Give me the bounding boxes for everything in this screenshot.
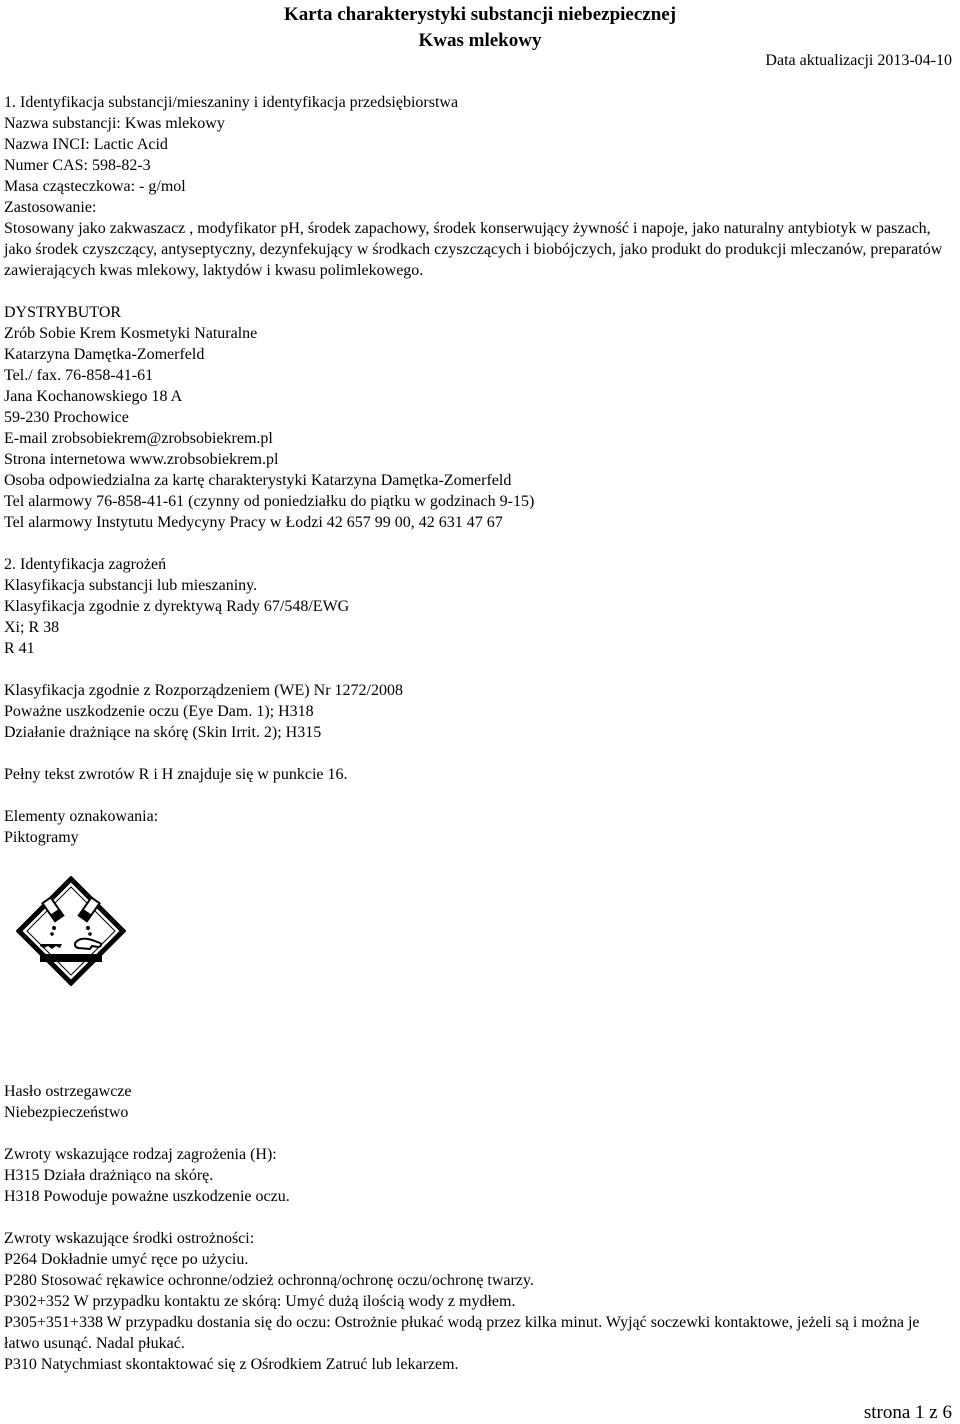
precautionary-statements-label: Zwroty wskazujące środki ostrożności: [4,1230,255,1247]
full-text-note: Pełny tekst zwrotów R i H znajduje się w punkcie 16. [4,766,348,783]
page-number: strona 1 z 6 [863,1402,952,1423]
section-2 [4,554,944,1375]
classification-eye-dam: Poważne uszkodzenie oczu (Eye Dam. 1); H318 [4,703,314,720]
distributor-phone: Tel./ fax. 76-858-41-61 [4,367,154,384]
emergency-phone: Tel alarmowy 76-858-41-61 (czynny od poniedziałku do piątku w godzinach 9-15) [4,493,535,510]
inci-name: Nazwa INCI: Lactic Acid [4,136,168,153]
responsible-person: Osoba odpowiedzialna za kartę charakterystyki Katarzyna Damętka-Zomerfeld [4,472,512,489]
usage-text: Stosowany jako zakwaszacz , modyfikator pH, środek zapachowy, środek konserwujący żywność i napoje, jako naturalny antybiotyk w paszach, jako środek czyszczący, antyseptyczny, dezynfekujący w środkach czyszczących i biobójczych, jako produkt do produkcji mleczanów, preparatów zawierających kwas mlekowy, laktydów i kwasu polimlekowego. [4,220,943,279]
pictograms-label: Piktogramy [4,829,79,846]
distributor-heading: DYSTRYBUTOR [4,304,122,321]
distributor-email: E-mail zrobsobiekrem@zrobsobiekrem.pl [4,430,273,447]
title-line-2: Kwas mlekowy [418,30,542,51]
distributor-street: Jana Kochanowskiego 18 A [4,388,183,405]
hazard-statements-label: Zwroty wskazujące rodzaj zagrożenia (H): [4,1146,277,1163]
corrosion-pictogram-icon [16,876,126,986]
distributor-owner: Katarzyna Damętka-Zomerfeld [4,346,205,363]
r-phrase-38: Xi; R 38 [4,619,60,636]
hazard-h315: H315 Działa drażniąco na skórę. [4,1167,214,1184]
signal-word: Niebezpieczeństwo [4,1104,129,1121]
precaution-p310: P310 Natychmiast skontaktować się z Ośrodkiem Zatruć lub lekarzem. [4,1356,459,1373]
document-body [4,92,944,1375]
usage-label: Zastosowanie: [4,199,97,216]
section-1-heading: 1. Identyfikacja substancji/mieszaniny i identyfikacja przedsiębiorstwa [4,94,459,111]
precaution-p302-352: P302+352 W przypadku kontaktu ze skórą: Umyć dużą ilością wody z mydłem. [4,1293,516,1310]
document-title [200,2,760,54]
precaution-p305-351-338: P305+351+338 W przypadku dostania się do oczu: Ostrożnie płukać wodą przez kilka minut. Wyjąć soczewki kontaktowe, jeżeli są i można je łatwo usunąć. Nadal płukać. [4,1314,920,1352]
title-line-1: Karta charakterystyki substancji niebezpiecznej [283,4,677,25]
molar-mass: Masa cząsteczkowa: - g/mol [4,178,186,195]
classification-label: Klasyfikacja substancji lub mieszaniny. [4,577,258,594]
distributor-block [4,302,944,533]
cas-number: Numer CAS: 598-82-3 [4,157,151,174]
section-1 [4,92,944,281]
substance-name: Nazwa substancji: Kwas mlekowy [4,115,225,132]
precaution-p264: P264 Dokładnie umyć ręce po użyciu. [4,1251,249,1268]
update-date: Data aktualizacji 2013-04-10 [765,52,952,69]
distributor-website: Strona internetowa www.zrobsobiekrem.pl [4,451,279,468]
section-2-heading: 2. Identyfikacja zagrożeń [4,556,167,573]
classification-regulation: Klasyfikacja zgodnie z Rozporządzeniem (WE) Nr 1272/2008 [4,682,403,699]
hazard-h318: H318 Powoduje poważne uszkodzenie oczu. [4,1188,290,1205]
emergency-phone-institute: Tel alarmowy Instytutu Medycyny Pracy w Łodzi 42 657 99 00, 42 631 47 67 [4,514,503,531]
r-phrase-41: R 41 [4,640,35,657]
distributor-company: Zrób Sobie Krem Kosmetyki Naturalne [4,325,258,342]
classification-directive: Klasyfikacja zgodnie z dyrektywą Rady 67/548/EWG [4,598,350,615]
precaution-p280: P280 Stosować rękawice ochronne/odzież ochronną/ochronę oczu/ochronę twarzy. [4,1272,534,1289]
classification-skin-irrit: Działanie drażniące na skórę (Skin Irrit. 2); H315 [4,724,322,741]
signal-word-label: Hasło ostrzegawcze [4,1083,132,1100]
labelling-elements-label: Elementy oznakowania: [4,808,159,825]
distributor-city: 59-230 Prochowice [4,409,129,426]
